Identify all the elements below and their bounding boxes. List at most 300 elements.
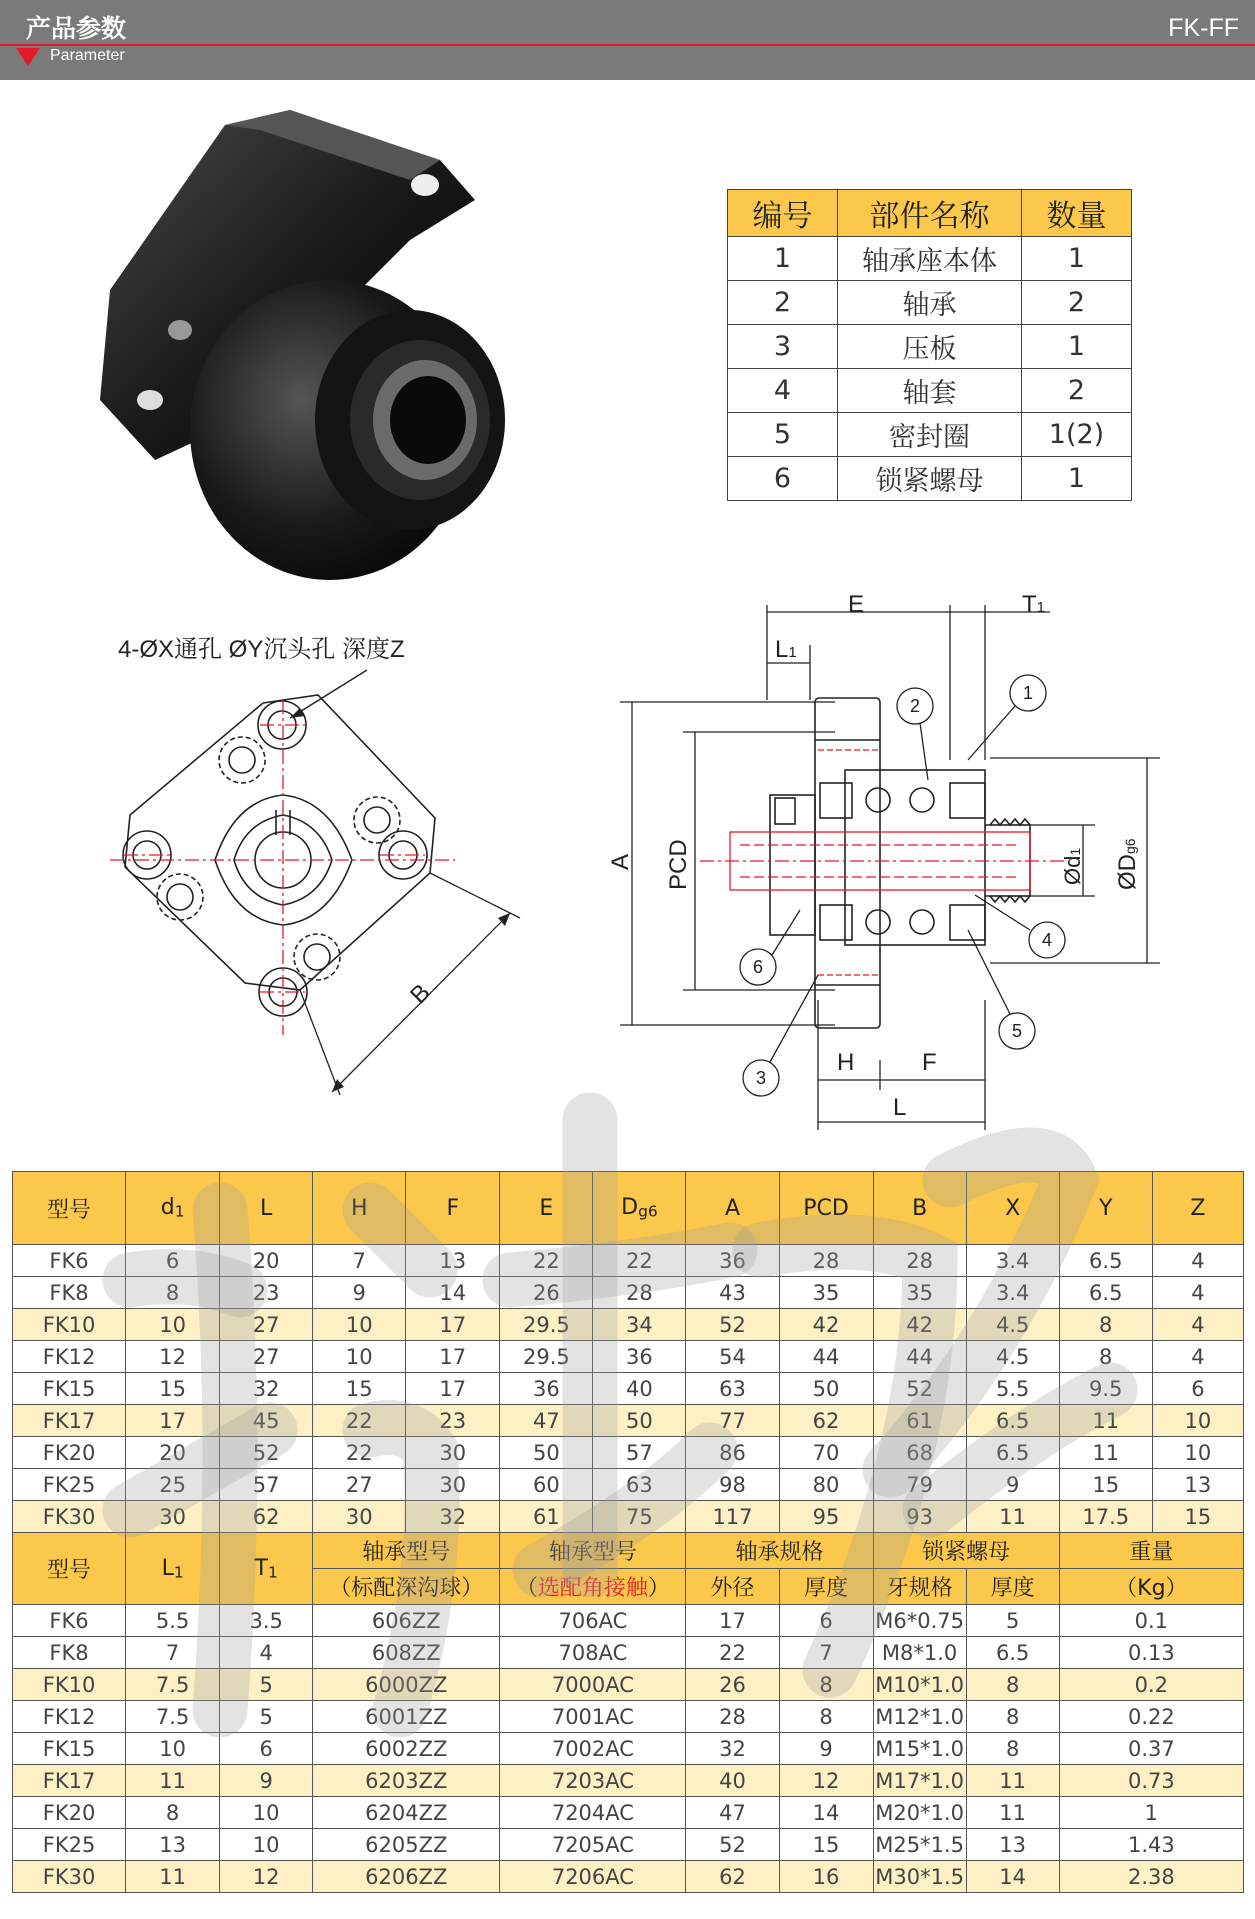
table-row (13, 1861, 1244, 1893)
table-cell: 11 (966, 1765, 1059, 1797)
table-cell: M12*1.0 (873, 1701, 966, 1733)
dim-F: F (922, 1049, 937, 1076)
table-cell: 27 (220, 1309, 313, 1341)
table-cell: 79 (873, 1469, 966, 1501)
table-cell: 17 (406, 1341, 500, 1373)
table-cell: 32 (220, 1373, 313, 1405)
table-cell: 29.5 (500, 1341, 593, 1373)
table-cell: 12 (126, 1341, 220, 1373)
callout-3: 3 (755, 1068, 767, 1088)
spec2-header-thick: 厚度 (779, 1569, 873, 1605)
table-row (13, 1437, 1244, 1469)
table-cell: 30 (313, 1501, 406, 1533)
hole-note: 4-ØX通孔 ØY沉头孔 深度Z (118, 636, 405, 663)
table-cell: FK8 (13, 1637, 126, 1669)
table-cell: FK30 (13, 1501, 126, 1533)
table-cell: 6.5 (1059, 1245, 1152, 1277)
table-cell: 4.5 (966, 1341, 1059, 1373)
table-row (13, 1765, 1244, 1797)
spec2-header-nut: 锁紧螺母 (873, 1533, 1059, 1569)
table-cell: 50 (500, 1437, 593, 1469)
spec1-header-cell: E (500, 1172, 593, 1245)
callout-6: 6 (752, 957, 764, 977)
svg-text:T1 (1022, 591, 1045, 618)
table-cell: 6000ZZ (313, 1669, 500, 1701)
parts-cell: 6 (728, 457, 838, 501)
table-cell: 11 (1059, 1437, 1152, 1469)
table-cell: 28 (686, 1701, 779, 1733)
table-cell: 5 (220, 1701, 313, 1733)
table-cell: 12 (779, 1765, 873, 1797)
opt-sub-pre: （ (515, 1576, 538, 1601)
table-cell: 11 (126, 1765, 220, 1797)
table-cell: 20 (126, 1437, 220, 1469)
table-cell: 52 (686, 1829, 779, 1861)
table-cell: 60 (500, 1469, 593, 1501)
spec1-header-cell: X (966, 1172, 1059, 1245)
table-cell: 1.43 (1059, 1829, 1243, 1861)
table-cell: 6 (220, 1733, 313, 1765)
table-cell: 22 (500, 1245, 593, 1277)
table-cell: 10 (220, 1797, 313, 1829)
table-row (13, 1501, 1244, 1533)
table-cell: 4 (220, 1637, 313, 1669)
table-cell: 6205ZZ (313, 1829, 500, 1861)
table-cell: 40 (593, 1373, 686, 1405)
spec2-header-bearing-std-sub: （标配深沟球） (313, 1569, 500, 1605)
table-cell: 36 (593, 1341, 686, 1373)
table-cell: 29.5 (500, 1309, 593, 1341)
table-cell: FK15 (13, 1373, 126, 1405)
table-cell: 6.5 (1059, 1277, 1152, 1309)
parts-cell: 4 (728, 369, 838, 413)
table-cell: 8 (779, 1701, 873, 1733)
header-triangle-icon (16, 48, 40, 66)
table-cell: 4.5 (966, 1309, 1059, 1341)
table-row (13, 1245, 1244, 1277)
table-cell: 30 (126, 1501, 220, 1533)
spec1-header-cell: A (686, 1172, 779, 1245)
table-cell: 15 (779, 1829, 873, 1861)
section-header (0, 0, 1255, 80)
product-code: FK-FF (1168, 14, 1239, 42)
spec2-header-weight: 重量 (1059, 1533, 1243, 1569)
table-cell: 17 (126, 1405, 220, 1437)
table-cell: 5 (966, 1605, 1059, 1637)
table-cell: 14 (779, 1797, 873, 1829)
parts-cell: 1 (1022, 325, 1132, 369)
table-cell: M30*1.5 (873, 1861, 966, 1893)
table-cell: 3.5 (220, 1605, 313, 1637)
table-cell: 8 (1059, 1309, 1152, 1341)
table-cell: 6 (779, 1605, 873, 1637)
table-cell: 11 (966, 1797, 1059, 1829)
opt-sub-red: 选配角接触 (537, 1576, 648, 1601)
table-cell: 47 (686, 1797, 779, 1829)
table-cell: FK20 (13, 1797, 126, 1829)
table-cell: 32 (686, 1733, 779, 1765)
table-cell: 15 (126, 1373, 220, 1405)
callout-1: 1 (1022, 683, 1034, 703)
table-cell: 10 (220, 1829, 313, 1861)
table-row (13, 1797, 1244, 1829)
table-cell: 50 (779, 1373, 873, 1405)
table-cell: 708AC (500, 1637, 686, 1669)
table-cell: 706AC (500, 1605, 686, 1637)
opt-sub-post: ） (647, 1576, 670, 1601)
table-cell: 5.5 (966, 1373, 1059, 1405)
parts-cell: 3 (728, 325, 838, 369)
table-cell: 7000AC (500, 1669, 686, 1701)
table-cell: 8 (1059, 1341, 1152, 1373)
table-cell: 54 (686, 1341, 779, 1373)
table-cell: 608ZZ (313, 1637, 500, 1669)
table-cell: 15 (313, 1373, 406, 1405)
table-cell: 43 (686, 1277, 779, 1309)
table-cell: FK12 (13, 1701, 126, 1733)
table-cell: 13 (126, 1829, 220, 1861)
table-cell: 17 (406, 1309, 500, 1341)
table-cell: 7205AC (500, 1829, 686, 1861)
parts-header-cell: 部件名称 (838, 190, 1022, 237)
table-row (13, 1701, 1244, 1733)
table-cell: 7 (779, 1637, 873, 1669)
dim-T1-sub: 1 (1036, 599, 1046, 616)
table-row (13, 1637, 1244, 1669)
dim-D: ØD (1114, 854, 1141, 890)
table-cell: 70 (779, 1437, 873, 1469)
spec-table (12, 1171, 1244, 1893)
section-body (770, 698, 1030, 1028)
table-row (13, 1733, 1244, 1765)
table-cell: 30 (406, 1437, 500, 1469)
spec2-header-bearing-std: 轴承型号 (313, 1533, 500, 1569)
table-cell: 27 (313, 1469, 406, 1501)
table-cell: 22 (313, 1405, 406, 1437)
spec1-header-cell: L (220, 1172, 313, 1245)
table-cell: 15 (1152, 1501, 1243, 1533)
table-cell: M8*1.0 (873, 1637, 966, 1669)
dim-H: H (837, 1049, 855, 1076)
table-cell: FK20 (13, 1437, 126, 1469)
table-cell: 2.38 (1059, 1861, 1243, 1893)
table-cell: 13 (406, 1245, 500, 1277)
table-cell: 10 (126, 1733, 220, 1765)
table-cell: 7 (126, 1637, 220, 1669)
table-cell: FK25 (13, 1829, 126, 1861)
spec2-header-thread: 牙规格 (873, 1569, 966, 1605)
table-cell: 42 (873, 1309, 966, 1341)
svg-text:L1 (775, 636, 797, 663)
parts-cell: 轴套 (838, 369, 1022, 413)
table-cell: FK6 (13, 1605, 126, 1637)
parts-row (728, 325, 1132, 369)
table-cell: M25*1.5 (873, 1829, 966, 1861)
table-cell: 0.13 (1059, 1637, 1243, 1669)
table-cell: FK17 (13, 1765, 126, 1797)
table-cell: 0.37 (1059, 1733, 1243, 1765)
parts-header-cell: 数量 (1022, 190, 1132, 237)
table-cell: 47 (500, 1405, 593, 1437)
spec2-header-outer: 外径 (686, 1569, 779, 1605)
table-cell: 23 (220, 1277, 313, 1309)
dim-d1: Ød (1060, 855, 1085, 885)
table-cell: M15*1.0 (873, 1733, 966, 1765)
table-row (13, 1469, 1244, 1501)
table-cell: 61 (500, 1501, 593, 1533)
table-cell: 34 (593, 1309, 686, 1341)
product-photo (80, 100, 550, 580)
table-cell: 7.5 (126, 1701, 220, 1733)
spec2-header-bearing-opt: 轴承型号 (500, 1533, 686, 1569)
table-cell: 35 (873, 1277, 966, 1309)
table-cell: 606ZZ (313, 1605, 500, 1637)
table-cell: 3.4 (966, 1245, 1059, 1277)
dim-A: A (607, 853, 634, 870)
table-cell: 26 (500, 1277, 593, 1309)
table-cell: 0.73 (1059, 1765, 1243, 1797)
table-cell: 8 (966, 1733, 1059, 1765)
table-cell: 9 (966, 1469, 1059, 1501)
parts-table (727, 189, 1132, 501)
table-cell: 7002AC (500, 1733, 686, 1765)
parts-cell: 压板 (838, 325, 1022, 369)
table-cell: 93 (873, 1501, 966, 1533)
table-cell: 17.5 (1059, 1501, 1152, 1533)
table-cell: 10 (313, 1309, 406, 1341)
table-cell: FK17 (13, 1405, 126, 1437)
parts-cell: 2 (1022, 281, 1132, 325)
table-cell: 1 (1059, 1797, 1243, 1829)
table-cell: 63 (593, 1469, 686, 1501)
spec2-header-T1: $T_1$ (220, 1533, 313, 1605)
dim-PCD: PCD (665, 839, 692, 890)
table-cell: 10 (126, 1309, 220, 1341)
table-cell: 15 (1059, 1469, 1152, 1501)
technical-drawing (0, 560, 1255, 1160)
parts-header-row (728, 190, 1132, 237)
callout-4: 4 (1041, 930, 1053, 950)
table-row (13, 1669, 1244, 1701)
parts-row (728, 237, 1132, 281)
spec2-header-bearing-spec: 轴承规格 (686, 1533, 873, 1569)
parts-cell: 1(2) (1022, 413, 1132, 457)
table-cell: 14 (406, 1277, 500, 1309)
header-red-line (0, 44, 1255, 46)
table-cell: 7 (313, 1245, 406, 1277)
parts-row (728, 369, 1132, 413)
table-cell: 13 (966, 1829, 1059, 1861)
table-cell: 62 (686, 1861, 779, 1893)
table-cell: 36 (500, 1373, 593, 1405)
spec1-header-cell: 型号 (13, 1172, 126, 1245)
parts-cell: 5 (728, 413, 838, 457)
dim-B: B (405, 978, 436, 1010)
table-row (13, 1605, 1244, 1637)
table-cell: 14 (966, 1861, 1059, 1893)
table-cell: 52 (873, 1373, 966, 1405)
table-cell: 22 (313, 1437, 406, 1469)
table-cell: 16 (779, 1861, 873, 1893)
table-cell: 57 (593, 1437, 686, 1469)
table-cell: 6 (126, 1245, 220, 1277)
table-row (13, 1277, 1244, 1309)
table-cell: 62 (779, 1405, 873, 1437)
table-cell: 23 (406, 1405, 500, 1437)
table-cell: 17 (686, 1605, 779, 1637)
table-cell: 27 (220, 1341, 313, 1373)
table-cell: 6001ZZ (313, 1701, 500, 1733)
table-cell: 25 (126, 1469, 220, 1501)
table-cell: 50 (593, 1405, 686, 1437)
table-cell: 44 (873, 1341, 966, 1373)
table-cell: 26 (686, 1669, 779, 1701)
svg-text:ØDg6 (1114, 838, 1141, 890)
dim-d1-sub: 1 (1067, 847, 1083, 856)
table-cell: M17*1.0 (873, 1765, 966, 1797)
table-cell: FK10 (13, 1669, 126, 1701)
table-cell: 7203AC (500, 1765, 686, 1797)
spec1-header-row (13, 1172, 1244, 1245)
table-cell: 8 (126, 1797, 220, 1829)
spec1-header-cell: $d_1$ (126, 1172, 220, 1245)
table-cell: 28 (593, 1277, 686, 1309)
table-cell: 12 (220, 1861, 313, 1893)
table-cell: 7001AC (500, 1701, 686, 1733)
table-cell: 80 (779, 1469, 873, 1501)
callout-5: 5 (1011, 1021, 1023, 1041)
parts-cell: 2 (1022, 369, 1132, 413)
table-cell: 40 (686, 1765, 779, 1797)
dim-T1: T (1022, 591, 1037, 618)
table-cell: 5.5 (126, 1605, 220, 1637)
callout-2: 2 (909, 696, 921, 716)
spec1-header-cell: H (313, 1172, 406, 1245)
parts-cell: 轴承 (838, 281, 1022, 325)
spec1-header-cell: B (873, 1172, 966, 1245)
table-cell: 7204AC (500, 1797, 686, 1829)
dim-E: E (848, 591, 865, 618)
table-cell: M20*1.0 (873, 1797, 966, 1829)
table-cell: 45 (220, 1405, 313, 1437)
table-cell: 10 (313, 1341, 406, 1373)
table-cell: 95 (779, 1501, 873, 1533)
table-cell: 3.4 (966, 1277, 1059, 1309)
table-cell: FK10 (13, 1309, 126, 1341)
table-cell: 4 (1152, 1341, 1243, 1373)
table-cell: FK12 (13, 1341, 126, 1373)
table-cell: 9 (779, 1733, 873, 1765)
table-cell: 63 (686, 1373, 779, 1405)
table-cell: 20 (220, 1245, 313, 1277)
table-cell: 8 (126, 1277, 220, 1309)
table-cell: 36 (686, 1245, 779, 1277)
table-cell: 6.5 (966, 1637, 1059, 1669)
table-cell: 57 (220, 1469, 313, 1501)
table-cell: 22 (593, 1245, 686, 1277)
dim-L1: L (775, 636, 789, 663)
spec2-header-weight-unit: （Kg） (1059, 1569, 1243, 1605)
table-cell: 4 (1152, 1245, 1243, 1277)
table-cell: 77 (686, 1405, 779, 1437)
spec1-header-cell: PCD (779, 1172, 873, 1245)
spec1-header-cell: Y (1059, 1172, 1152, 1245)
table-cell: FK30 (13, 1861, 126, 1893)
table-cell: 44 (779, 1341, 873, 1373)
table-cell: 10 (1152, 1437, 1243, 1469)
table-cell: 7.5 (126, 1669, 220, 1701)
table-cell: 62 (220, 1501, 313, 1533)
table-cell: 86 (686, 1437, 779, 1469)
table-cell: 61 (873, 1405, 966, 1437)
dim-L: L (893, 1094, 907, 1121)
table-cell: 6206ZZ (313, 1861, 500, 1893)
table-cell: 6.5 (966, 1405, 1059, 1437)
table-cell: 28 (873, 1245, 966, 1277)
table-cell: 35 (779, 1277, 873, 1309)
table-cell: 22 (686, 1637, 779, 1669)
parts-row (728, 281, 1132, 325)
parts-row (728, 457, 1132, 501)
dim-L1-sub: 1 (788, 644, 797, 661)
spec1-header-cell: Z (1152, 1172, 1243, 1245)
parts-cell: 锁紧螺母 (838, 457, 1022, 501)
table-cell: M6*0.75 (873, 1605, 966, 1637)
table-cell: 6203ZZ (313, 1765, 500, 1797)
parts-row (728, 413, 1132, 457)
parts-header-cell: 编号 (728, 190, 838, 237)
table-cell: 11 (1059, 1405, 1152, 1437)
parts-cell: 密封圈 (838, 413, 1022, 457)
spec1-header-cell: F (406, 1172, 500, 1245)
table-cell: 98 (686, 1469, 779, 1501)
table-cell: 10 (1152, 1405, 1243, 1437)
spec1-header-cell: $D_{g6}$ (593, 1172, 686, 1245)
spec2-header-row-top (13, 1533, 1244, 1569)
table-cell: 8 (966, 1701, 1059, 1733)
dim-D-sub: g6 (1122, 838, 1138, 854)
parts-cell: 1 (1022, 457, 1132, 501)
svg-text:Ød1 (1060, 848, 1085, 885)
table-cell: 6.5 (966, 1437, 1059, 1469)
table-cell: 75 (593, 1501, 686, 1533)
table-cell: 4 (1152, 1277, 1243, 1309)
table-cell: 28 (779, 1245, 873, 1277)
table-cell: 52 (686, 1309, 779, 1341)
table-cell: 6204ZZ (313, 1797, 500, 1829)
spec2-header-model: 型号 (13, 1533, 126, 1605)
spec2-header-nut-thick: 厚度 (966, 1569, 1059, 1605)
table-cell: 8 (779, 1669, 873, 1701)
table-cell: 6 (1152, 1373, 1243, 1405)
parts-cell: 2 (728, 281, 838, 325)
table-row (13, 1829, 1244, 1861)
table-cell: FK6 (13, 1245, 126, 1277)
table-row (13, 1373, 1244, 1405)
table-cell: FK25 (13, 1469, 126, 1501)
parts-cell: 1 (1022, 237, 1132, 281)
table-cell: 17 (406, 1373, 500, 1405)
table-row (13, 1309, 1244, 1341)
table-row (13, 1341, 1244, 1373)
table-cell: 13 (1152, 1469, 1243, 1501)
section-title: 产品参数 (26, 14, 127, 43)
table-cell: 0.1 (1059, 1605, 1243, 1637)
table-cell: 11 (126, 1861, 220, 1893)
table-cell: 52 (220, 1437, 313, 1469)
spec2-header-L1: $L_1$ (126, 1533, 220, 1605)
table-cell: FK8 (13, 1277, 126, 1309)
